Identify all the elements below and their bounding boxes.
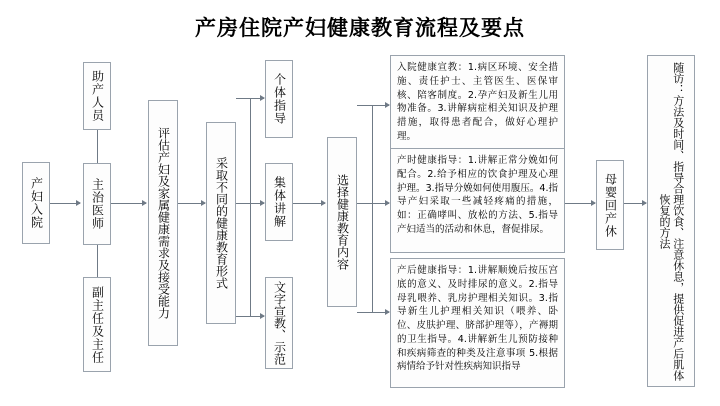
node-midwife-label: 助产人员 <box>90 70 105 122</box>
arrow-staff-to-assess <box>111 203 146 204</box>
arrow-select-to-labor-guidance <box>357 203 389 204</box>
node-written-demo-label: 文字宣教、示范 <box>272 281 287 365</box>
node-individual-guidance-label: 个体指导 <box>272 73 287 125</box>
node-adopt-forms <box>206 122 236 324</box>
node-deputy-director <box>83 277 111 372</box>
arrow-content-to-postpartum-rest <box>565 203 595 204</box>
connector-content-branch <box>372 105 373 312</box>
content-block-postpartum-guidance-text: 产后健康指导：1.讲解顺娩后按压宫底的意义、及时排尿的意义。2.指导母乳喂养、乳房护理相关知识。3.指导新生儿护理相关知识（喂养、卧位、皮肤护理、脐部护理等），产褥期的卫生指导。4.讲解新生儿预防接种和疾病筛查的种类及注意事项 5.根据病情给予针对性疾病知识指导 <box>397 265 558 373</box>
node-followup-label: 随访：方法及时间、指导合理饮食、注意休息，提供促进产后肌体恢复的方法 <box>658 61 685 381</box>
node-select-content <box>327 137 357 307</box>
node-written-demo <box>265 277 293 369</box>
node-deputy-director-label: 副主任及主任 <box>90 285 105 364</box>
node-postpartum-rest-label: 母婴回产休 <box>603 172 618 238</box>
node-attending <box>83 163 111 245</box>
node-followup <box>647 55 695 387</box>
node-group-lecture <box>265 163 293 241</box>
node-adopt-forms-label: 采取不同的健康教育形式 <box>214 157 229 289</box>
node-select-content-label: 选择健康教育内容 <box>335 174 350 270</box>
content-block-labor-guidance-text: 产时健康指导：1.讲解正常分娩如何配合。2.给予相应的饮食护理及心理护理。3.指导分娩如何使用腹压。4.指导产妇采取一些减轻疼痛的措施，如：正确哮叫、放松的方法、5.指导产妇适当的活动和休息，督促排尿。 <box>397 155 558 235</box>
connector-staff-column-2 <box>97 245 98 277</box>
arrow-select-to-admission-education <box>357 105 389 106</box>
arrow-rest-to-followup <box>624 203 646 204</box>
arrow-select-to-postpartum-guidance <box>357 312 389 313</box>
arrow-assess-to-forms <box>178 203 205 204</box>
arrow-admission-to-staff <box>50 203 80 204</box>
node-individual-guidance <box>265 60 293 138</box>
content-block-postpartum-guidance <box>390 258 565 388</box>
connector-forms-branch <box>250 98 251 316</box>
content-block-admission-education <box>390 55 565 150</box>
content-block-admission-education-text: 入院健康宣教：1.病区环境、安全措施、责任护士、主管医生、医保审核、陪客制度。2.孕产妇及新生儿用物准备。3.讲解病症相关知识及护理措施，取得患者配合，做好心理护理。 <box>397 62 558 142</box>
node-admission <box>22 162 50 244</box>
node-attending-label: 主治医师 <box>90 178 105 230</box>
page-title: 产房住院产妇健康教育流程及要点 <box>195 16 525 40</box>
node-assess <box>148 100 178 346</box>
connector-staff-column <box>97 130 98 163</box>
node-admission-label: 产妇入院 <box>29 177 44 229</box>
node-postpartum-rest <box>596 160 624 250</box>
node-assess-label: 评估产妇及家属健康需求及接受能力 <box>156 127 171 319</box>
arrow-forms-to-select-content <box>293 203 325 204</box>
arrow-forms-to-written <box>236 316 264 317</box>
node-group-lecture-label: 集体讲解 <box>272 176 287 228</box>
content-block-labor-guidance <box>390 148 565 253</box>
node-midwife <box>83 62 111 130</box>
